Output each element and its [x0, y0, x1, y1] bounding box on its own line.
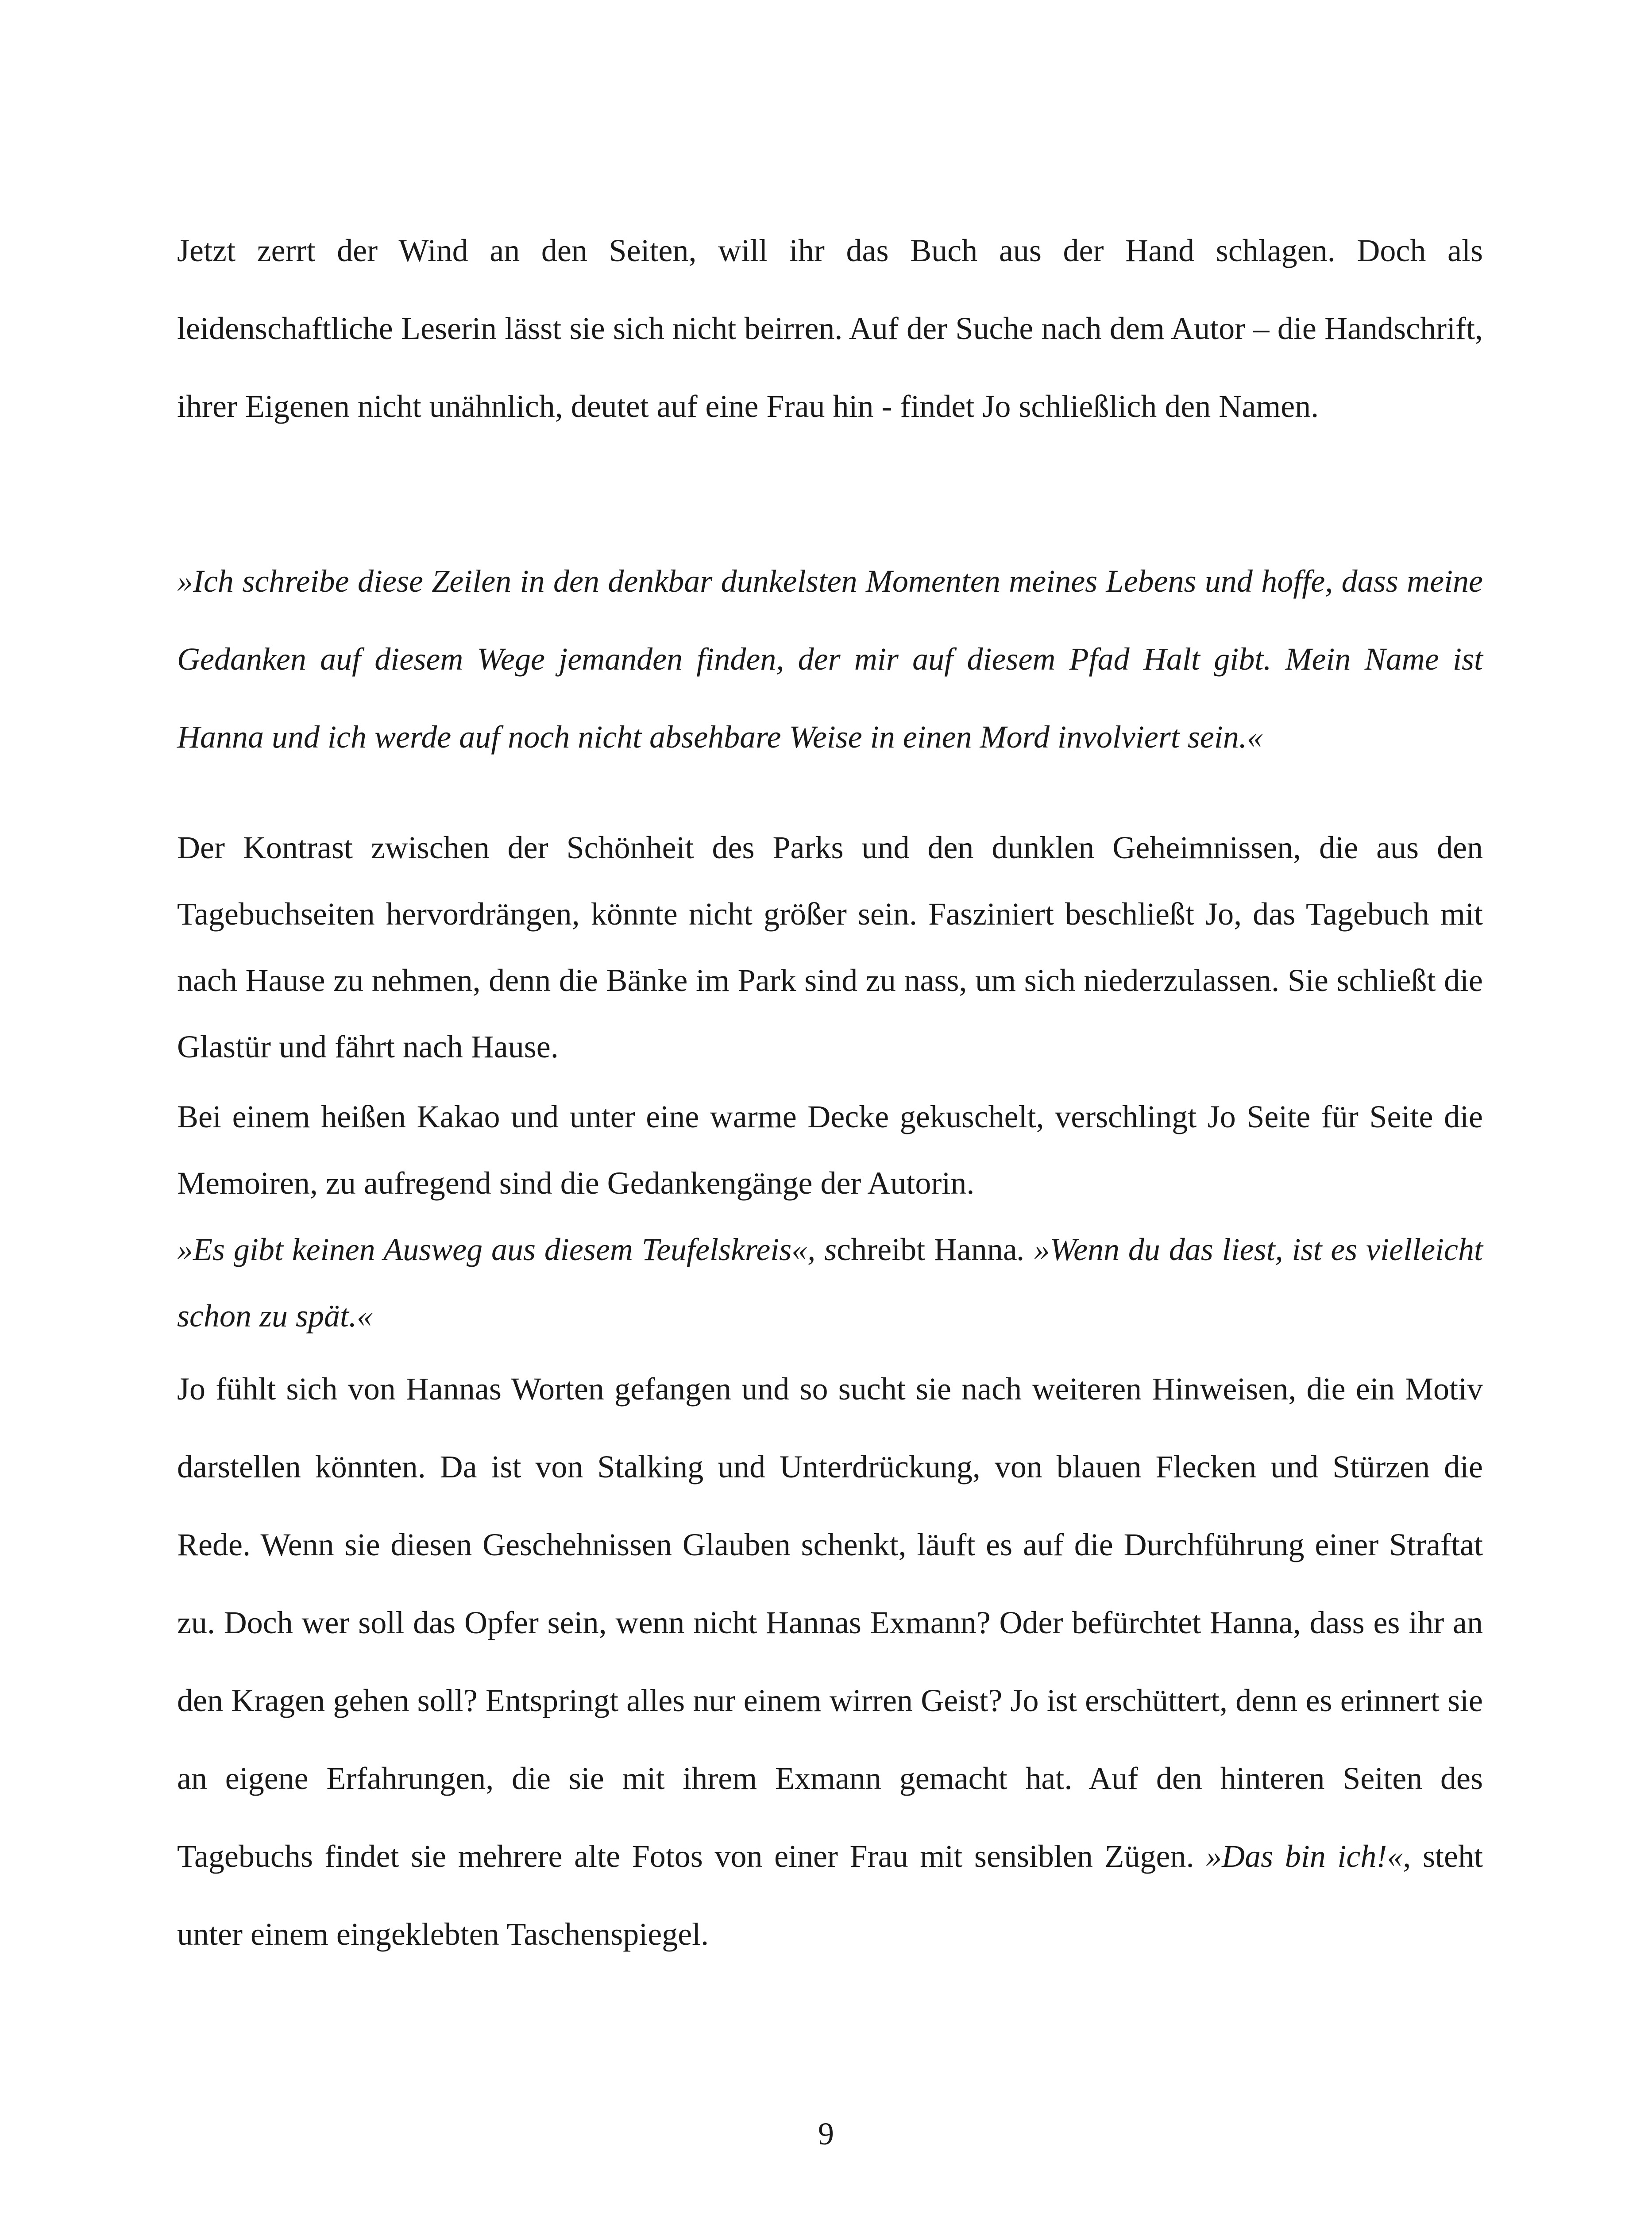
quote-2 [177, 1216, 1483, 1349]
paragraph-2: Der Kontrast zwischen der Schönheit des Parks und den dunklen Geheimnissen, die aus den Tagebuchseiten hervordrängen, könnte nicht größer sein. Fasziniert beschließt Jo, das Tagebuch mit nach Hause zu nehmen, denn die Bänke im Park sind zu nass, um sich niederzulassen. Sie schließt die Glastür und fährt nach Hause. [177, 830, 1483, 1064]
paragraph-3: Bei einem heißen Kakao und unter eine warme Decke gekuschelt, verschlingt Jo Seite für Seite die Memoiren, zu aufregend sind die Gedankengänge der Autorin. [177, 1099, 1483, 1201]
quote-2-part-3: . »Wenn du das liest, ist es vielleicht schon zu spät.« [177, 1232, 1483, 1334]
paragraph-1: Jetzt zerrt der Wind an den Seiten, will ihr das Buch aus der Hand schlagen. Doch als leidenschaftliche Leserin lässt sie sich nicht beirren. Auf der Suche nach dem Autor – die Handschrift, ihrer Eigenen nicht unähnlich, deutet auf eine Frau hin - findet Jo schließlich den Namen. [177, 233, 1483, 424]
quote-2-part-1: »Es gibt keinen Ausweg aus diesem Teufelskreis«, s [177, 1232, 837, 1267]
quote-1: »Ich schreibe diese Zeilen in den denkbar dunkelsten Momenten meines Lebens und hoffe, dass meine Gedanken auf diesem Wege jemanden finden, der mir auf diesem Pfad Halt gibt. Mein Name ist Hanna und ich werde auf noch nicht absehbare Weise in einen Mord involviert sein.« [177, 563, 1483, 755]
page-number: 9 [818, 2116, 834, 2151]
paragraph-4 [177, 1350, 1483, 1973]
paragraph-4-tail: , steht unter einem eingeklebten Taschenspiegel. [177, 1839, 1483, 1952]
paragraph-4-main: Jo fühlt sich von Hannas Worten gefangen und so sucht sie nach weiteren Hinweisen, die ein Motiv darstellen könnten. Da ist von Stalking und Unterdrückung, von blauen Flecken und Stürzen die Rede. Wenn sie diesen Geschehnissen Glauben schenkt, läuft es auf die Durchführung einer Straftat zu. Doch wer soll das Opfer sein, wenn nicht Hannas Exmann? Oder befürchtet Hanna, dass es ihr an den Kragen gehen soll? Entspringt alles nur einem wirren Geist? Jo ist erschüttert, denn es erinnert sie an eigene Erfahrungen, die sie mit ihrem Exmann gemacht hat. Auf den hinteren Seiten des Tagebuchs findet sie mehrere alte Fotos von einer Frau mit sensiblen Zügen. [177, 1371, 1483, 1874]
quote-2-part-2: chreibt Hanna [837, 1232, 1017, 1267]
paragraph-4-quote: »Das bin ich!« [1206, 1839, 1403, 1874]
